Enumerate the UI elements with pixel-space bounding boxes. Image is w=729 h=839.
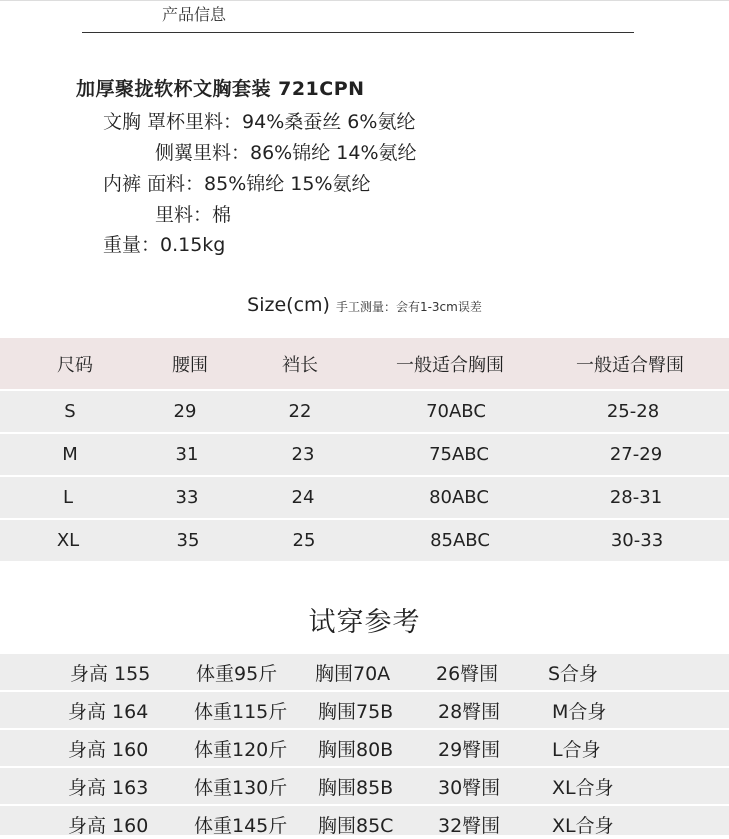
material-line-bra-cup: 文胸 罩杯里料：94%桑蚕丝 6%氨纶 [103,111,416,133]
height-cell: 身高 160 [68,738,149,761]
size-table-header [0,338,729,389]
height-cell: 身高 164 [68,700,149,723]
table-cell: 75ABC [429,444,489,465]
table-cell: 31 [175,444,199,465]
size-table-heading [0,294,729,316]
table-cell: 22 [288,401,312,422]
header-cell: 尺码 [57,354,93,376]
table-row [0,520,729,561]
table-row [0,434,729,475]
table-cell: XL [56,530,80,551]
table-cell: S [64,401,76,422]
try-on-title: 试穿参考 [308,607,421,638]
header-cell: 一般适合臀围 [576,354,684,376]
table-row [0,730,729,766]
bust-cell: 胸围75B [318,700,394,723]
table-cell: 25-28 [606,401,660,422]
fit-cell: M合身 [552,700,607,723]
height-cell: 身高 155 [70,662,151,685]
table-cell: 80ABC [429,487,489,508]
bust-cell: 胸围70A [315,662,391,685]
table-cell: 28-31 [609,487,663,508]
hip-cell: 26臀围 [436,662,499,685]
size-table-title: Size(cm) [247,294,330,316]
product-weight: 重量：0.15kg [103,234,226,256]
table-cell: L [62,487,74,508]
table-cell: 24 [291,487,315,508]
bust-cell: 胸围80B [318,738,394,761]
weight-cell: 体重130斤 [194,776,288,799]
bust-cell: 胸围85C [318,815,394,837]
fit-cell: XL合身 [552,776,614,799]
section-divider [82,32,634,33]
table-row [0,654,729,690]
material-line-panty-lining: 里料：棉 [155,204,232,226]
weight-cell: 体重145斤 [194,815,288,837]
table-row [0,806,729,835]
material-line-side-wing: 侧翼里料：86%锦纶 14%氨纶 [155,142,417,164]
bust-cell: 胸围85B [318,776,394,799]
table-row [0,692,729,728]
fit-cell: S合身 [548,662,599,685]
height-cell: 身高 160 [68,815,149,837]
table-cell: 35 [176,530,200,551]
product-name: 加厚聚拢软杯文胸套装 721CPN [76,78,365,100]
header-cell: 一般适合胸围 [396,354,504,376]
table-row [0,477,729,518]
table-cell: 30-33 [610,530,664,551]
height-cell: 身高 163 [68,776,149,799]
weight-cell: 体重95斤 [196,662,278,685]
weight-cell: 体重115斤 [194,700,288,723]
section-title: 产品信息 [162,5,227,24]
hip-cell: 32臀围 [438,815,501,837]
table-row [0,768,729,804]
top-rule [0,0,729,1]
weight-cell: 体重120斤 [194,738,288,761]
table-cell: 25 [292,530,316,551]
table-cell: 70ABC [426,401,486,422]
hip-cell: 28臀围 [438,700,501,723]
fit-cell: XL合身 [552,815,614,837]
table-cell: 23 [291,444,315,465]
table-cell: 85ABC [430,530,490,551]
table-cell: 33 [175,487,199,508]
hip-cell: 29臀围 [438,738,501,761]
hip-cell: 30臀围 [438,776,501,799]
table-cell: 27-29 [609,444,663,465]
fit-cell: L合身 [552,738,601,761]
size-table-note: 手工测量：会有1-3cm误差 [335,300,482,314]
header-cell: 裆长 [282,354,318,376]
material-line-panty-face: 内裤 面料：85%锦纶 15%氨纶 [103,173,371,195]
header-cell: 腰围 [172,354,208,376]
table-cell: 29 [173,401,197,422]
table-cell: M [62,444,78,465]
table-row [0,391,729,432]
